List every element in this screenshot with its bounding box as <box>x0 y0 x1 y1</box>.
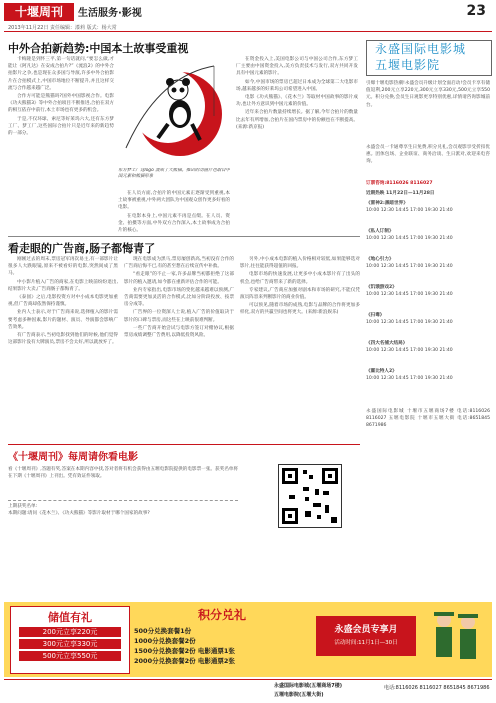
editor-meta: 2013年11月22日 责任编辑：漆莉 版式：杨大常 <box>8 25 117 31</box>
promo-rule <box>8 444 360 445</box>
ad-points <box>134 606 310 672</box>
page-header <box>0 0 496 31</box>
ad-stored-value-title: 储值有礼 <box>48 611 92 624</box>
ad-points-item: 1500分兑换套餐2份 电影通票1张 <box>134 647 235 655</box>
ad-points-item: 500分兑换套餐1份 <box>134 627 192 635</box>
promo-text: 看《十堰周刊》,答题有奖,答案在本期内容中找,答对者将有机会获得由五堰电影院提供的电影票一张。获奖名单将在下期《十堰周刊》上刊出。凭有效证件领取。 <box>8 467 238 480</box>
ad-points-item: 1000分兑换套餐2份 <box>134 637 196 645</box>
ad-tier: 500元立享550元 <box>19 651 121 661</box>
movie-item: 《地心引力》 10:00 12:30 14:45 17:00 19:30 21:40 <box>366 257 453 270</box>
promo-field-name: 上期获奖名单: <box>8 504 38 509</box>
ad-member-month <box>316 616 416 656</box>
masthead: 十堰周刊 <box>4 3 74 21</box>
ad-member-title: 永盛会员专享月 <box>334 625 398 635</box>
movie-item: 《扫毒》 10:00 12:30 14:45 17:00 19:30 21:40 <box>366 313 453 326</box>
image-caption: 东方梦工厂这logo 流成了大熊猫。推出的动画片也取自中国元素和熊猫形象 <box>118 168 230 179</box>
article1-col2: 在人员方面,合拍片的中国元素正逐渐受到重视,本土故事被重视,中外两大团队为中国观众创作更多好看的电影。 在电影本身上,中国元素不再是点缀。在人员、资金、拍摄等方面,中外双方合作深入,本土故事成为合拍片的核心。 <box>118 191 230 234</box>
footer-venue-2: 五堰电影院(五堰大街) <box>274 692 324 698</box>
header-rule <box>4 31 492 32</box>
article2-title: 看走眼的广告商,肠子都悔青了 <box>8 242 156 255</box>
article2-col2: 现在电影成为黑马,票房屡创新高,当初没有合作的广告商后悔不已,有的甚至想在后续宣传中补救。 “看走眼”的不止一家,许多品牌当初都拒绝了这部影片的植入邀请,如今都在重新评估合作的可能。 业内专家指出,电影市场的变化越来越难以预测,广告商需要更加灵活的合作模式,比如分阶段投放、按票房分成等。 广告界的一位资深人士说,植入广告的价值取决于影片的口碑与票房,而这些在上映前很难判断。 一些广告商开始尝试与电影方签订对赌协议,根据票房成绩调整广告费用,以降低投资风险。 <box>124 257 234 339</box>
cinema-name-1: 永盛国际电影城 <box>375 42 467 56</box>
page-footer <box>4 679 492 702</box>
promo-title: 《十堰周刊》每周请你看电影 <box>8 452 138 463</box>
article2-col1: 刚刚过去的周末,票房冠军再次易主,有一部影片让很多人大跌眼镜,原来不被看好的电影,突然间成了黑马。 中小影片植入广告的商家,在电影上映前纷纷退出,结果影片大卖,广告商肠子都悔青了。 《泰囧》之后,电影投资方对中小成本电影更加重视,但广告商却依然保持谨慎。 业内人士表示,对于广告商来说,选择植入的影片需要考虑多种因素,影片的题材、演员、导演都会影响广告效果。 有广告商表示,当初电影找到他们的时候,他们觉得这部影片没有大牌演员,票房不会太好,所以就放弃了。 <box>8 257 118 346</box>
movie-item: 《四大名捕大结局》 10:00 12:30 14:45 17:00 19:30 21:40 <box>366 341 453 354</box>
ad-points-item: 2000分兑换套餐2份 电影通票2张 <box>134 657 235 665</box>
promo-question: 本期问题:请问《花木兰》、《功夫熊猫》等影片取材于哪个国家的故事? <box>8 511 150 517</box>
sidebar-phone: 订票咨询:8116026 8116027 <box>366 181 433 186</box>
cinema-title-box <box>366 40 492 76</box>
sidebar-schedule-title: 近期热映 11月22日—11月28日 <box>366 191 435 196</box>
promo-form <box>8 500 238 529</box>
promo-ad-banner <box>4 602 492 677</box>
cinema-sidebar <box>366 40 492 570</box>
article-divider <box>8 236 360 237</box>
page-number: 23 <box>466 3 486 19</box>
ad-tier: 200元立享220元 <box>19 627 121 637</box>
sidebar-intro: 引爆十堰电影热潮!永盛会员升级计划全面启动!会员卡享有储值返利,200元立享220元,300元立享330元,500元立享550元。积分兑换,会员生日观影更享特别优惠,详情请咨询影城前台。 <box>366 81 490 108</box>
movie-item: 《饥饿游戏2》 10:00 12:30 14:45 17:00 19:30 21:40 <box>366 285 453 298</box>
panda-logo-image <box>118 56 230 168</box>
qr-code-image <box>278 464 342 528</box>
movie-item: 《霍比特人2》 10:00 12:30 14:45 17:00 19:30 21:40 <box>366 369 453 382</box>
article1-title: 中外合拍新趋势:中国本土故事受重视 <box>8 42 189 55</box>
sidebar-footer: 永盛国际电影城 十堰市五堰商场7楼 电话:8116026 8116027 五堰电影院 十堰市五堰大街 电话:8651845 8671986 <box>366 409 490 429</box>
article2-col3: 另外,中小成本电影的植入价格相对较低,如果能够选对影片,往往能获得超值的回报。 电影市场的快速发展,让更多中小成本影片有了出头的机会,也给广告商带来了新的选择。 专家建议,广告商应加强对剧本和市场的研究,不能仅凭演员阵容来判断影片的商业价值。 可以预见,随着市场的成熟,电影与品牌的合作将更加多样化,双方的共赢空间也将更大。(来源:新浪娱乐) <box>240 257 360 316</box>
footer-venue-1: 永盛国际电影城(五堰商场7楼) <box>274 683 343 689</box>
sidebar-notice: 永盛会员一卡通尊享生日免费,积分兑礼,会员观影享受折扣优惠。团体包场、企业联谊、商务洽谈、生日派对,欢迎来电咨询。 <box>366 145 490 165</box>
movie-item: 《雷神2:黑暗世界》 10:00 12:30 14:45 17:00 19:30 21:40 <box>366 201 453 214</box>
ad-stored-value <box>10 606 130 674</box>
section-label: 生活服务·影视 <box>78 8 142 19</box>
movie-item: 《私人订制》 10:00 12:30 14:45 17:00 19:30 21:40 <box>366 229 453 242</box>
article1-col3: 在资金投入上,美国电影公司与中国公司合作,东方梦工厂主要由中国资金投入,美方负责技术与发行,双方共同开发具有中国元素的影片。 如今,中国市场的票房已超过日本成为全球第二大电影市场,越来越多的好莱坞公司希望进入中国。 电影《功夫熊猫》、《花木兰》等取材中国故事的影片成功,也让外方意识到中国元素的价值。 近年来合拍片数量持续增长。据了解,今年合拍片的数量比去年有所增加,合拍片在国内票房中的份额也在不断提高。(来源:新京报) <box>236 57 358 130</box>
ad-tier: 300元立享330元 <box>19 639 121 649</box>
ad-member-date: 活动时间:11月1日—30日 <box>334 640 398 646</box>
ad-points-title: 积分兑礼 <box>197 608 246 622</box>
article1-col1: 卡梅隆是到怀三平,第一句话就问,“要怎么做,才能让《阿凡达》在安成合拍片?”《流浪2》的中外合拍影片之争,也是现在众多国与导演,许多中外合拍影片在合拍模式上,中国市场地位不断提升,并且这样交流与合作越来越广泛。 合作方可能是熊猫吗?国外中国影视合作。电影《功夫熊猫3》等中外合拍项目不断推进,合拍在双方的相互依存中前行,本土市场也有更多的机会。 于是,不仅环球、索尼等好莱坞六大,还有东方梦工厂、梦工厂,这些国际合拍片只是近年来的新趋势的一部分。 <box>8 57 114 137</box>
cinema-name-2: 五堰电影院 <box>375 58 441 72</box>
movie-list <box>366 200 490 396</box>
footer-phone: 电话:8116026 8116027 8651845 8671986 <box>384 685 490 691</box>
ad-figures-image <box>422 606 488 672</box>
ad-points-list <box>134 626 310 666</box>
